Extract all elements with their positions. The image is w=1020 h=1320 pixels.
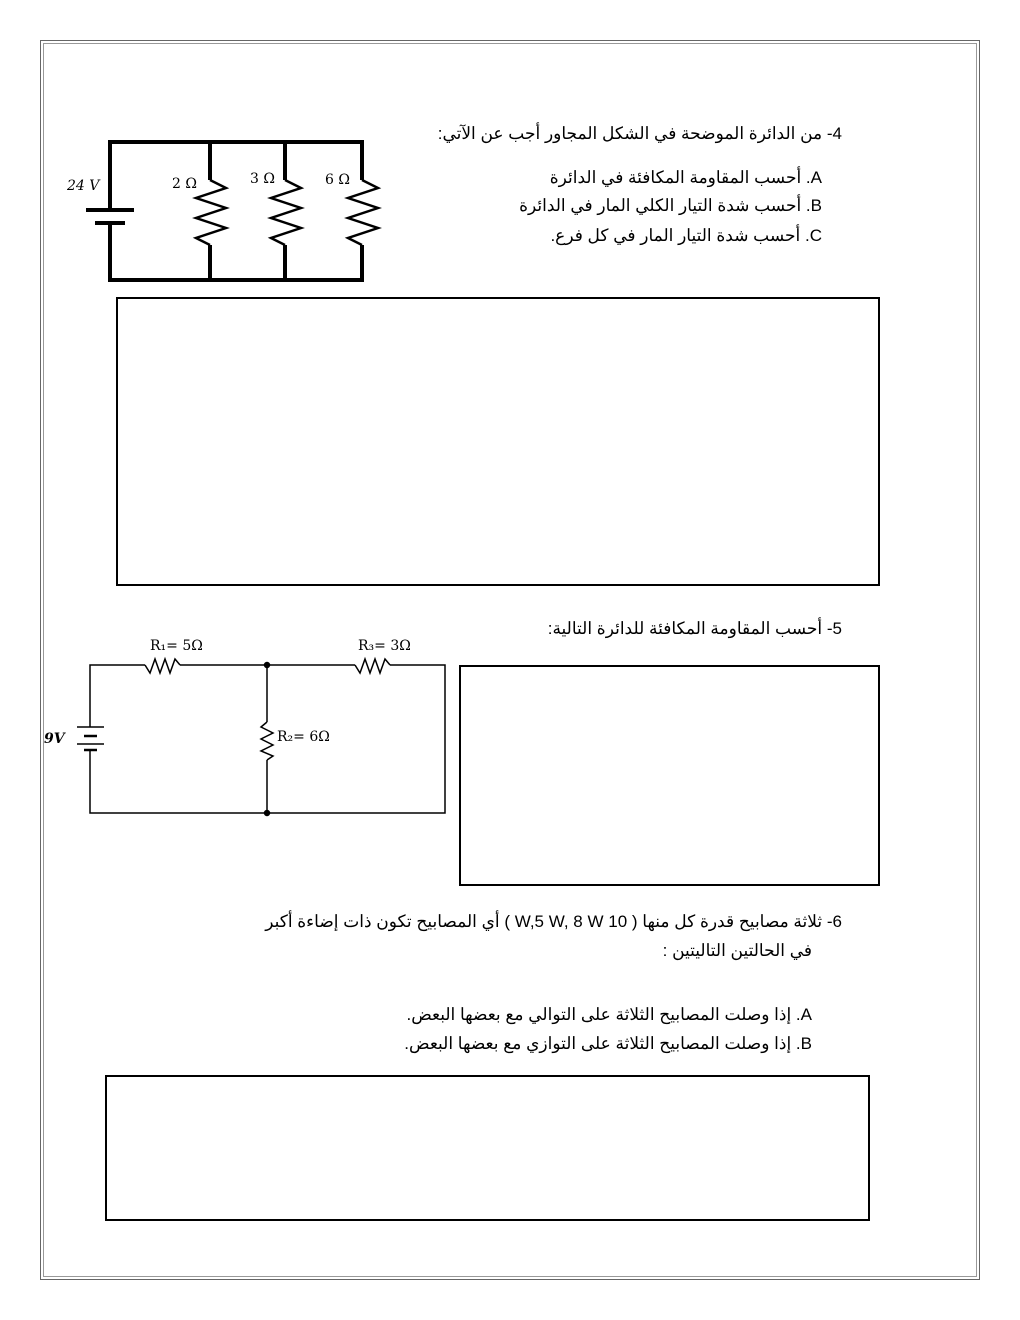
parallel-circuit [86,142,378,280]
q6-item-b: B. إذا وصلت المصابيح الثلاثة على التوازي مع بعضها البعض. [404,1034,812,1053]
q4-title: 4- من الدائرة الموضحة في الشكل المجاور أجب عن الآتي: [437,124,842,143]
q5-answer-box[interactable] [459,665,880,886]
q6-item-a: A. إذا وصلت المصابيح الثلاثة على التوالي مع بعضها البعض. [406,1005,812,1024]
series-parallel-circuit [77,659,445,816]
resistor-2ohm [196,180,226,245]
resistor-r1 [145,659,180,673]
q4-answer-box[interactable] [116,297,880,586]
resistor-r2 [261,722,273,760]
q4-r2-label: 3 Ω [250,171,275,187]
q5-r3-label: R₃= 3Ω [358,638,411,654]
q4-r1-label: 2 Ω [172,176,197,192]
q6-line2: في الحالتين التاليتين : [662,941,812,960]
q4-item-a: A. أحسب المقاومة المكافئة في الدائرة [549,168,822,187]
q5-voltage-label: 9V [44,731,65,747]
q6-line1: 6- ثلاثة مصابيح قدرة كل منها ( 10 W,5 W, 8 W ) أي المصابيح تكون ذات إضاءة أكبر [265,912,842,931]
q5-title: 5- أحسب المقاومة المكافئة للدائرة التالية: [547,619,842,638]
resistor-6ohm [348,180,378,245]
q6-answer-box[interactable] [105,1075,870,1221]
q4-r3-label: 6 Ω [325,172,350,188]
resistor-3ohm [271,180,301,245]
q4-voltage-label: 24 V [67,178,100,194]
q5-r2-label: R₂= 6Ω [277,729,330,745]
resistor-r3 [355,659,390,673]
q4-item-c: C. أحسب شدة التيار المار في كل فرع. [550,226,822,245]
q5-r1-label: R₁= 5Ω [150,638,203,654]
q4-item-b: B. أحسب شدة التيار الكلي المار في الدائرة [519,196,822,215]
